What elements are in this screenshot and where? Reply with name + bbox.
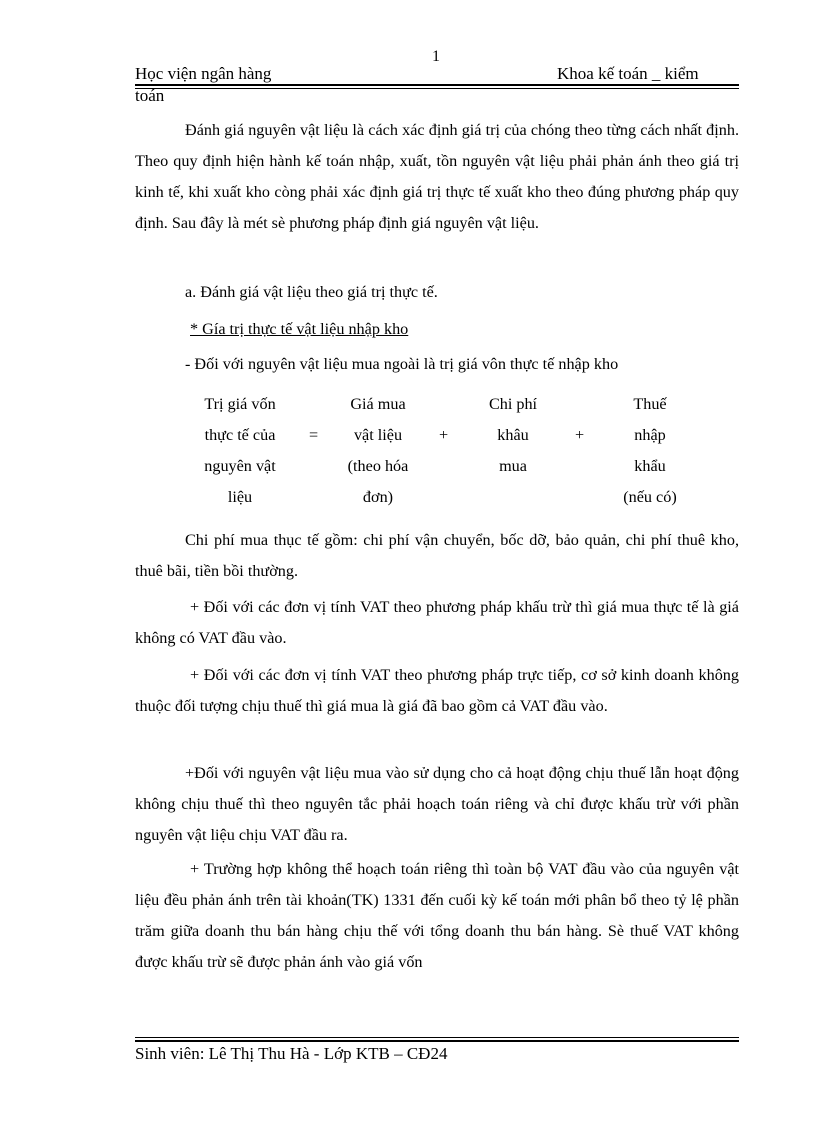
formula-line: nguyên vật <box>204 457 276 475</box>
formula-line: nhập <box>634 426 666 444</box>
formula-plus: + <box>575 426 585 444</box>
header-rule-thick <box>135 84 739 86</box>
formula-line: liệu <box>227 488 253 506</box>
formula-col-actual-cost <box>185 389 295 513</box>
formula-line: khẩu <box>634 457 666 475</box>
footer-rule-thin <box>135 1037 739 1038</box>
footer-rule-thick <box>135 1040 739 1042</box>
formula-line: Giá mua <box>350 395 406 413</box>
formula-col-purchase-price <box>333 389 423 513</box>
header-left: Học viện ngân hàng <box>135 64 272 83</box>
formula-line: khâu <box>497 426 529 444</box>
formula-line: thực tế của <box>204 426 276 444</box>
paragraph: +Đối với nguyên vật liệu mua vào sử dụng cho cả hoạt động chịu thuế lẫn hoạt động không chịu thuế thì theo nguyên tắc phải hoạch toán riêng và chỉ được khấu trừ với phần nguyên vật liệu chịu VAT đầu ra. <box>135 764 739 844</box>
formula-col-import-tax <box>600 389 700 513</box>
page-number: 1 <box>432 48 440 65</box>
paragraph: + Trường hợp không thể hoạch toán riêng thì toàn bộ VAT đầu vào của nguyên vật liệu đều phản ánh trên tài khoản(TK) 1331 đến cuối kỳ kế toán mới phân bổ theo tỷ lệ phần trăm giữa doanh thu bán hàng chịu thế với tổng doanh thu bán hàng. Sè thuế VAT không được khấu trừ sẽ được phản ánh vào giá vốn <box>135 860 739 971</box>
paragraph: + Đối với các đơn vị tính VAT theo phương pháp trực tiếp, cơ sở kinh doanh không thuộc đối tượng chịu thuế thì giá mua là giá đã bao gồm cả VAT đầu vào. <box>135 666 739 715</box>
sub-heading <box>135 314 739 345</box>
formula-line: (theo hóa <box>347 457 409 475</box>
formula-line: (nếu có) <box>623 488 677 506</box>
formula-line: Trị giá vốn <box>204 395 276 413</box>
formula-equals: = <box>309 426 319 444</box>
formula-plus: + <box>439 426 449 444</box>
header-rule-thin <box>135 88 739 89</box>
formula-line: Thuế <box>633 395 667 413</box>
paragraph: - Đối với nguyên vật liệu mua ngoài là trị giá vôn thực tế nhập kho <box>185 355 619 373</box>
header-right: Khoa kế toán _ kiểm <box>557 64 699 83</box>
formula-col-purchase-cost <box>468 389 558 482</box>
cost-formula <box>0 389 816 519</box>
formula-line: vật liệu <box>353 426 403 444</box>
footer-student: Sinh viên: Lê Thị Thu Hà - Lớp KTB – CĐ24 <box>135 1044 448 1063</box>
formula-line: Chi phí <box>488 395 538 413</box>
paragraph: Chi phí mua thục tế gồm: chi phí vận chuyển, bốc dỡ, bảo quản, chi phí thuê kho, thuê bãi, tiền bồi thường. <box>135 531 739 580</box>
paragraph: Đánh giá nguyên vật liệu là cách xác định giá trị của chóng theo từng cách nhất định. Theo quy định hiện hành kế toán nhập, xuất, tồn nguyên vật liệu phải phản ánh theo giá trị kinh tế, khi xuất kho còng phải xác định giá trị thực tế xuất kho theo đúng phương pháp quy định. Sau đây là mét sè phương pháp định giá nguyên vật liệu. <box>135 121 739 232</box>
paragraph: + Đối với các đơn vị tính VAT theo phương pháp khấu trừ thì giá mua thực tế là giá không có VAT đầu vào. <box>135 598 739 647</box>
section-heading: a. Đánh giá vật liệu theo giá trị thực tế. <box>185 283 438 301</box>
header-wrap: toán <box>135 86 165 105</box>
sub-heading-text: * Gía trị thực tế vật liệu nhập kho <box>190 320 409 338</box>
formula-line: mua <box>499 457 527 475</box>
formula-line: đơn) <box>362 488 394 506</box>
